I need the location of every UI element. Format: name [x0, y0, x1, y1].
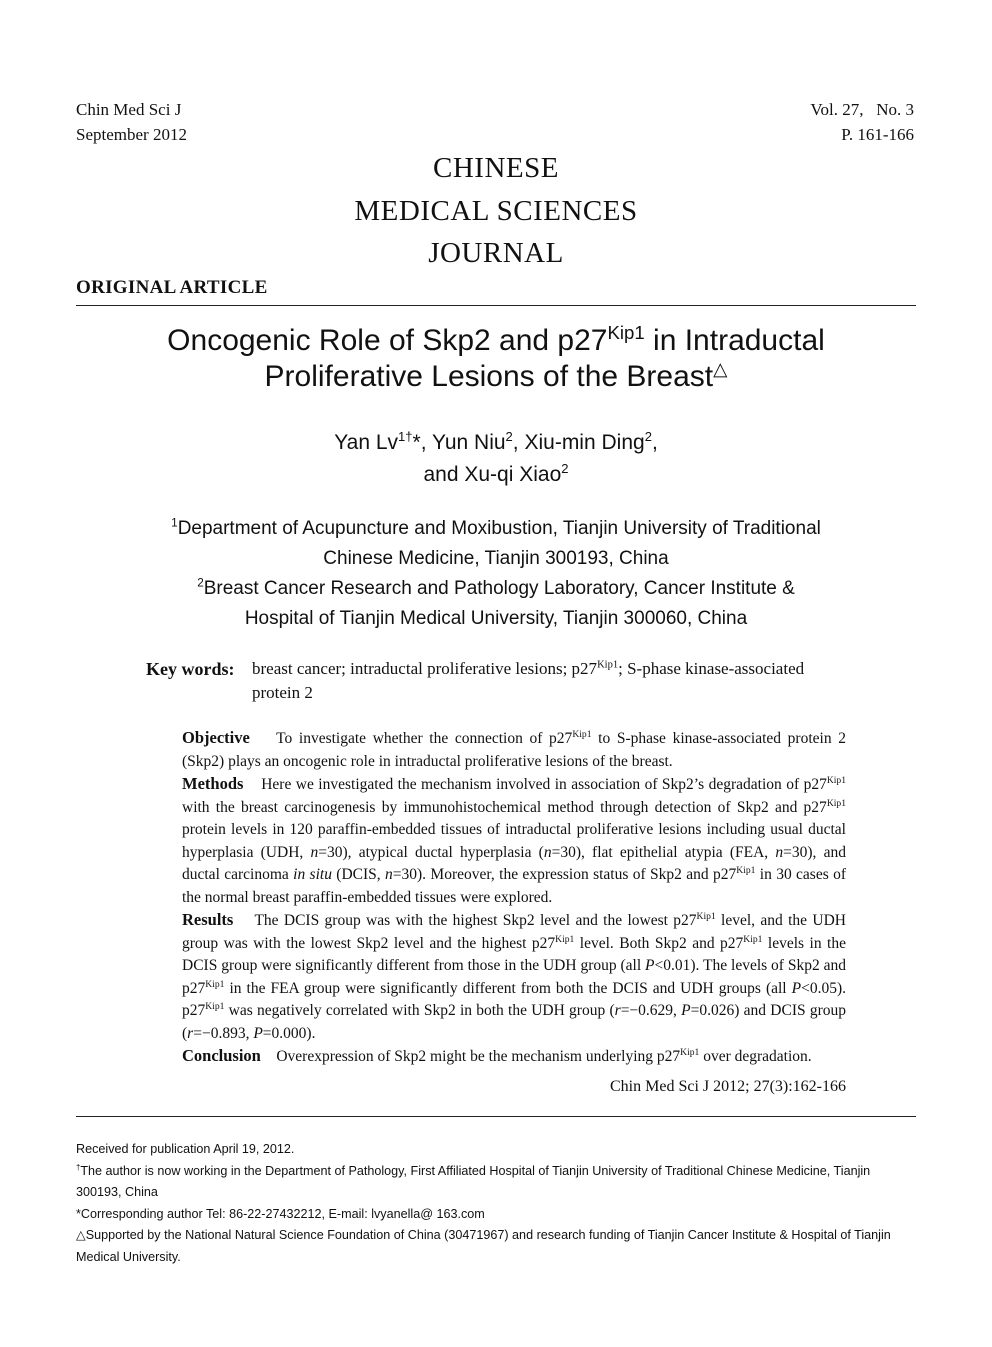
author-name: Xiu-min Ding: [524, 431, 645, 454]
italic-p: P: [791, 979, 802, 997]
abstract-objective: [146, 727, 846, 773]
keywords-superscript: Kip1: [597, 659, 619, 671]
abstract-text: level, and the UDH group was with the lowest Skp2 level and the highest p27: [182, 912, 846, 952]
abstract-conclusion: [146, 1045, 846, 1069]
dagger-mark: †: [76, 1162, 81, 1172]
abstract-text: levels in the DCIS group were significantly different from those in the UDH group (all: [182, 934, 846, 974]
abstract-text: The DCIS group was with the highest Skp2 level and the lowest p27: [254, 912, 697, 929]
corresponding-author: *Corresponding author Tel: 86-22-27432212, E-mail: lvyanella@ 163.com: [76, 1206, 485, 1221]
triangle-mark: △: [713, 358, 728, 379]
author-affiliation-mark: 2: [644, 429, 652, 444]
abstract-text: =30), and ductal carcinoma: [182, 843, 846, 883]
abstract-text: level. Both Skp2 and p27: [574, 934, 744, 952]
funding-note-text: Supported by the National Natural Science Foundation of China (30471967) and research funding of Tianjin Cancer Institute & Hospital of Tianjin Medical University.: [76, 1228, 891, 1264]
author-name: Yun Niu: [431, 431, 506, 454]
footnote-rule: [76, 1116, 916, 1117]
abstract-text: protein levels in 120 paraffin-embedded tissues of intraductal proliferative lesions including usual ductal hyperplasia (UDH,: [182, 821, 846, 861]
author-affiliation-mark: 2: [505, 429, 513, 444]
affiliation-2-line-2: Hospital of Tianjin Medical University, Tianjin 300060, China: [244, 608, 748, 629]
affiliation-text: Breast Cancer Research and Pathology Laboratory, Cancer Institute &: [203, 578, 795, 599]
dagger-note-text: The author is now working in the Department of Pathology, First Affiliated Hospital of Tianjin University of Traditional Chinese Medicine, Tianjin 300193, China: [76, 1163, 871, 1199]
abstract-text: <0.05). p27: [182, 979, 846, 1019]
abstract-text: =−0.629,: [620, 1002, 682, 1019]
abstract-text: <0.01). The levels of Skp2 and p27: [182, 957, 846, 997]
superscript: Kip1: [205, 1000, 225, 1012]
abstract-results: [146, 909, 846, 1045]
italic-p: P: [645, 957, 655, 974]
triangle-mark: △: [76, 1228, 86, 1242]
affiliation-1-line-2: Chinese Medicine, Tianjin 300193, China: [323, 548, 669, 569]
superscript: Kip1: [736, 864, 756, 876]
objective-label: Objective: [182, 728, 250, 747]
keywords: [146, 657, 846, 707]
abstract-text: (DCIS,: [331, 866, 386, 883]
article-type: ORIGINAL ARTICLE: [76, 277, 268, 298]
author-name: and Xu-qi Xiao: [423, 463, 562, 486]
abstract-methods: [146, 773, 846, 909]
superscript: Kip1: [696, 910, 716, 922]
abstract-text: =−0.893,: [193, 1024, 254, 1042]
superscript: Kip1: [826, 774, 846, 786]
abstract-text: Here we investigated the mechanism involved in association of Skp2’s degradation of p27: [261, 776, 827, 793]
abstract-text: =30), flat epithelial atypia (FEA,: [551, 843, 776, 861]
title-text: Oncogenic Role of Skp2 and p27: [167, 324, 608, 357]
title-text: in Intraductal: [644, 324, 825, 357]
author-affiliation-mark: 1†: [398, 429, 413, 444]
affiliation-1-line-1: [76, 514, 916, 544]
abstract-text: =30), atypical ductal hyperplasia (: [318, 843, 544, 861]
abstract: [146, 727, 846, 1069]
keywords-text: [252, 657, 846, 705]
superscript: Kip1: [826, 797, 846, 809]
superscript: Kip1: [743, 933, 763, 945]
abstract-text: =0.000).: [262, 1024, 316, 1042]
italic-n: n: [310, 843, 319, 861]
title-superscript: Kip1: [607, 322, 645, 343]
superscript: Kip1: [572, 728, 592, 740]
author-name: Yan Lv: [334, 431, 399, 454]
title-line-2: [76, 359, 916, 395]
funding-note: [76, 1225, 918, 1268]
abstract-text: was negatively correlated with Skp2 in both the UDH group (: [224, 1002, 615, 1019]
volume-number: Vol. 27, No. 3: [810, 100, 914, 119]
italic-n: n: [385, 866, 393, 883]
authors-line-1: [76, 427, 916, 459]
author-list: [76, 427, 916, 491]
keywords-text-part: breast cancer; intraductal proliferative lesions; p27: [252, 659, 598, 678]
superscript: Kip1: [680, 1046, 700, 1058]
conclusion-label: Conclusion: [182, 1046, 261, 1065]
abstract-text: =0.026) and DCIS group (: [182, 1002, 847, 1042]
header-rule: [76, 305, 916, 306]
italic-p: P: [253, 1024, 263, 1042]
keywords-text-part: ; S-phase kinase-associated protein 2: [252, 659, 805, 702]
citation: Chin Med Sci J 2012; 27(3):162-166: [610, 1078, 846, 1095]
abstract-text: To investigate whether the connection of p27: [276, 730, 573, 747]
journal-name-line-3: JOURNAL: [428, 237, 564, 269]
abstract-text: with the breast carcinogenesis by immunohistochemical method through detection of Skp2 and p27: [182, 798, 827, 816]
abstract-text: in the FEA group were significantly different from both the DCIS and UDH groups (all: [224, 979, 792, 997]
author-affiliation-mark: 2: [561, 461, 569, 476]
italic-in-situ: in situ: [293, 866, 332, 883]
journal-name-line-1: CHINESE: [433, 152, 559, 184]
abstract-text: =30). Moreover, the expression status of Skp2 and p27: [392, 866, 737, 883]
author-separator: ,: [512, 431, 525, 454]
italic-n: n: [775, 843, 784, 861]
footnotes: [76, 1139, 918, 1268]
methods-label: Methods: [182, 774, 244, 793]
title-line-1: [76, 323, 916, 359]
title-text: Proliferative Lesions of the Breast: [264, 360, 714, 393]
journal-abbreviation: Chin Med Sci J: [76, 100, 182, 119]
keywords-label: Key words:: [146, 659, 235, 679]
issue-date: September 2012: [76, 125, 187, 144]
abstract-text: in 30 cases of the normal breast paraffin-embedded tissues were explored.: [182, 866, 847, 906]
results-label: Results: [182, 910, 234, 929]
author-separator: ,: [651, 431, 658, 454]
received-date: Received for publication April 19, 2012.: [76, 1142, 295, 1156]
italic-r: r: [187, 1024, 194, 1042]
journal-name-line-2: MEDICAL SCIENCES: [354, 195, 638, 227]
abstract-text: Overexpression of Skp2 might be the mechanism underlying p27: [276, 1048, 681, 1065]
dagger-note: [76, 1161, 918, 1204]
affiliations: [76, 514, 916, 634]
italic-p: P: [681, 1002, 691, 1019]
superscript: Kip1: [555, 933, 575, 945]
author-separator: *,: [412, 431, 432, 454]
italic-n: n: [543, 843, 552, 861]
abstract-text: to S-phase kinase-associated protein 2 (Skp2) plays an oncogenic role in intraductal proliferative lesions of the breast.: [182, 730, 846, 770]
article-title: [76, 323, 916, 395]
affiliation-2-line-1: [76, 574, 916, 604]
superscript: Kip1: [205, 978, 225, 990]
page-range: P. 161-166: [841, 125, 914, 144]
affiliation-text: Department of Acupuncture and Moxibustion, Tianjin University of Traditional: [177, 518, 821, 539]
abstract-text: over degradation.: [699, 1048, 812, 1065]
italic-r: r: [614, 1002, 621, 1019]
affiliation-mark: 1: [171, 516, 178, 530]
affiliation-mark: 2: [197, 576, 204, 590]
authors-line-2: [76, 459, 916, 491]
